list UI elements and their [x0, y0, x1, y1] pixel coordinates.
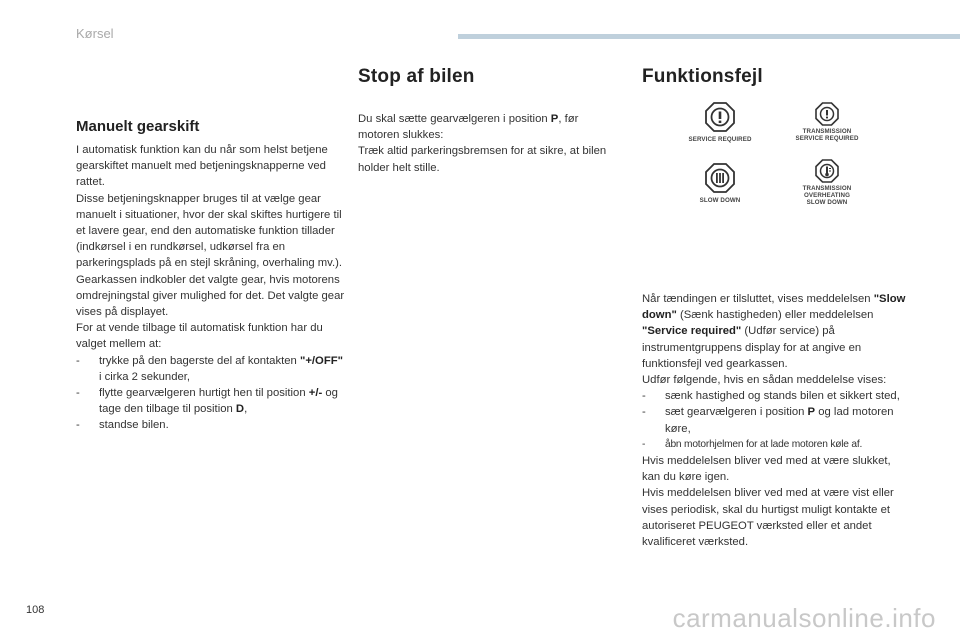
transmission-overheating-icon: [784, 159, 870, 207]
paragraph: Hvis meddelelsen bliver ved med at være slukket, kan du køre igen.: [642, 455, 891, 484]
list-item: - sænk hastighed og stands bilen et sikkert sted,: [642, 388, 907, 404]
paragraph: For at vende tilbage til automatisk funktion har du valget mellem at:: [76, 322, 323, 351]
paragraph: Når tændingen er tilsluttet, vises meddelelsen "Slow down" (Sænk hastigheden) eller meddelelsen "Service required" (Udfør service) på instrumentgruppens display for at angive en funktionsfejl ved gearkassen.: [642, 293, 906, 370]
stopping-vehicle-heading: Stop af bilen: [358, 66, 475, 87]
watermark: carmanualsonline.info: [672, 603, 936, 633]
list-item: - flytte gearvælgeren hurtigt hen til position +/- og tage den tilbage til position D,: [76, 385, 346, 417]
manual-gearshift-section: [76, 118, 346, 434]
malfunction-heading: Funktionsfejl: [642, 66, 763, 87]
list-item: - trykke på den bagerste del af kontakten "+/OFF" i cirka 2 sekunder,: [76, 353, 346, 385]
warning-label: TRANSMISSION OVERHEATING SLOW DOWN: [802, 185, 852, 207]
paragraph: Træk altid parkeringsbremsen for at sikre, at bilen holder helt stille.: [358, 145, 607, 174]
list-item: - åbn motorhjelmen for at lade motoren køle af.: [642, 437, 907, 453]
warning-label: TRANSMISSION SERVICE REQUIRED: [795, 128, 859, 143]
list-item: - standse bilen.: [76, 417, 346, 433]
page-number: 108: [26, 604, 45, 616]
paragraph: Hvis meddelelsen bliver ved med at være vist eller vises periodisk, skal du hurtigst muligt kontakte et autoriseret PEUGEOT værksted eller et andet kvalificeret værksted.: [642, 487, 894, 549]
malfunction-section: [642, 66, 907, 550]
paragraph: Disse betjeningsknapper bruges til at vælge gear manuelt i situationer, hvor der skal skiftes hurtigere til et lavere gear, end den automatiske funktion tillader (indkørsel i en rundkørsel, udkørsel fra en parkeringsplads på en stejl skråning, overhaling mv.).: [76, 192, 343, 270]
service-required-warning-icon: [680, 102, 760, 143]
paragraph: Gearkassen indkobler det valgte gear, hvis motorens omdrejningstal giver mulighed for det. Det valgte gear vises på displayet.: [76, 273, 345, 319]
paragraph: I automatisk funktion kan du når som helst betjene gearskiftet manuelt med betjeningsknapperne ved rattet.: [76, 144, 328, 189]
warning-label: SLOW DOWN: [699, 197, 741, 204]
section-header-bar: [458, 34, 960, 39]
paragraph: Du skal sætte gearvælgeren i position P, før motoren slukkes:: [358, 113, 579, 142]
stopping-vehicle-section: [358, 66, 618, 176]
paragraph: Udfør følgende, hvis en sådan meddelelse vises:: [642, 374, 887, 387]
warning-messages-panel: [642, 111, 907, 291]
transmission-service-required-icon: [784, 102, 870, 142]
section-label: Kørsel: [76, 26, 114, 41]
warning-label: SERVICE REQUIRED: [688, 136, 752, 143]
list-item: - sæt gearvælgeren i position P og lad motoren køre,: [642, 404, 907, 436]
slow-down-warning-icon: [680, 163, 760, 204]
manual-gearshift-heading: Manuelt gearskift: [76, 118, 200, 135]
